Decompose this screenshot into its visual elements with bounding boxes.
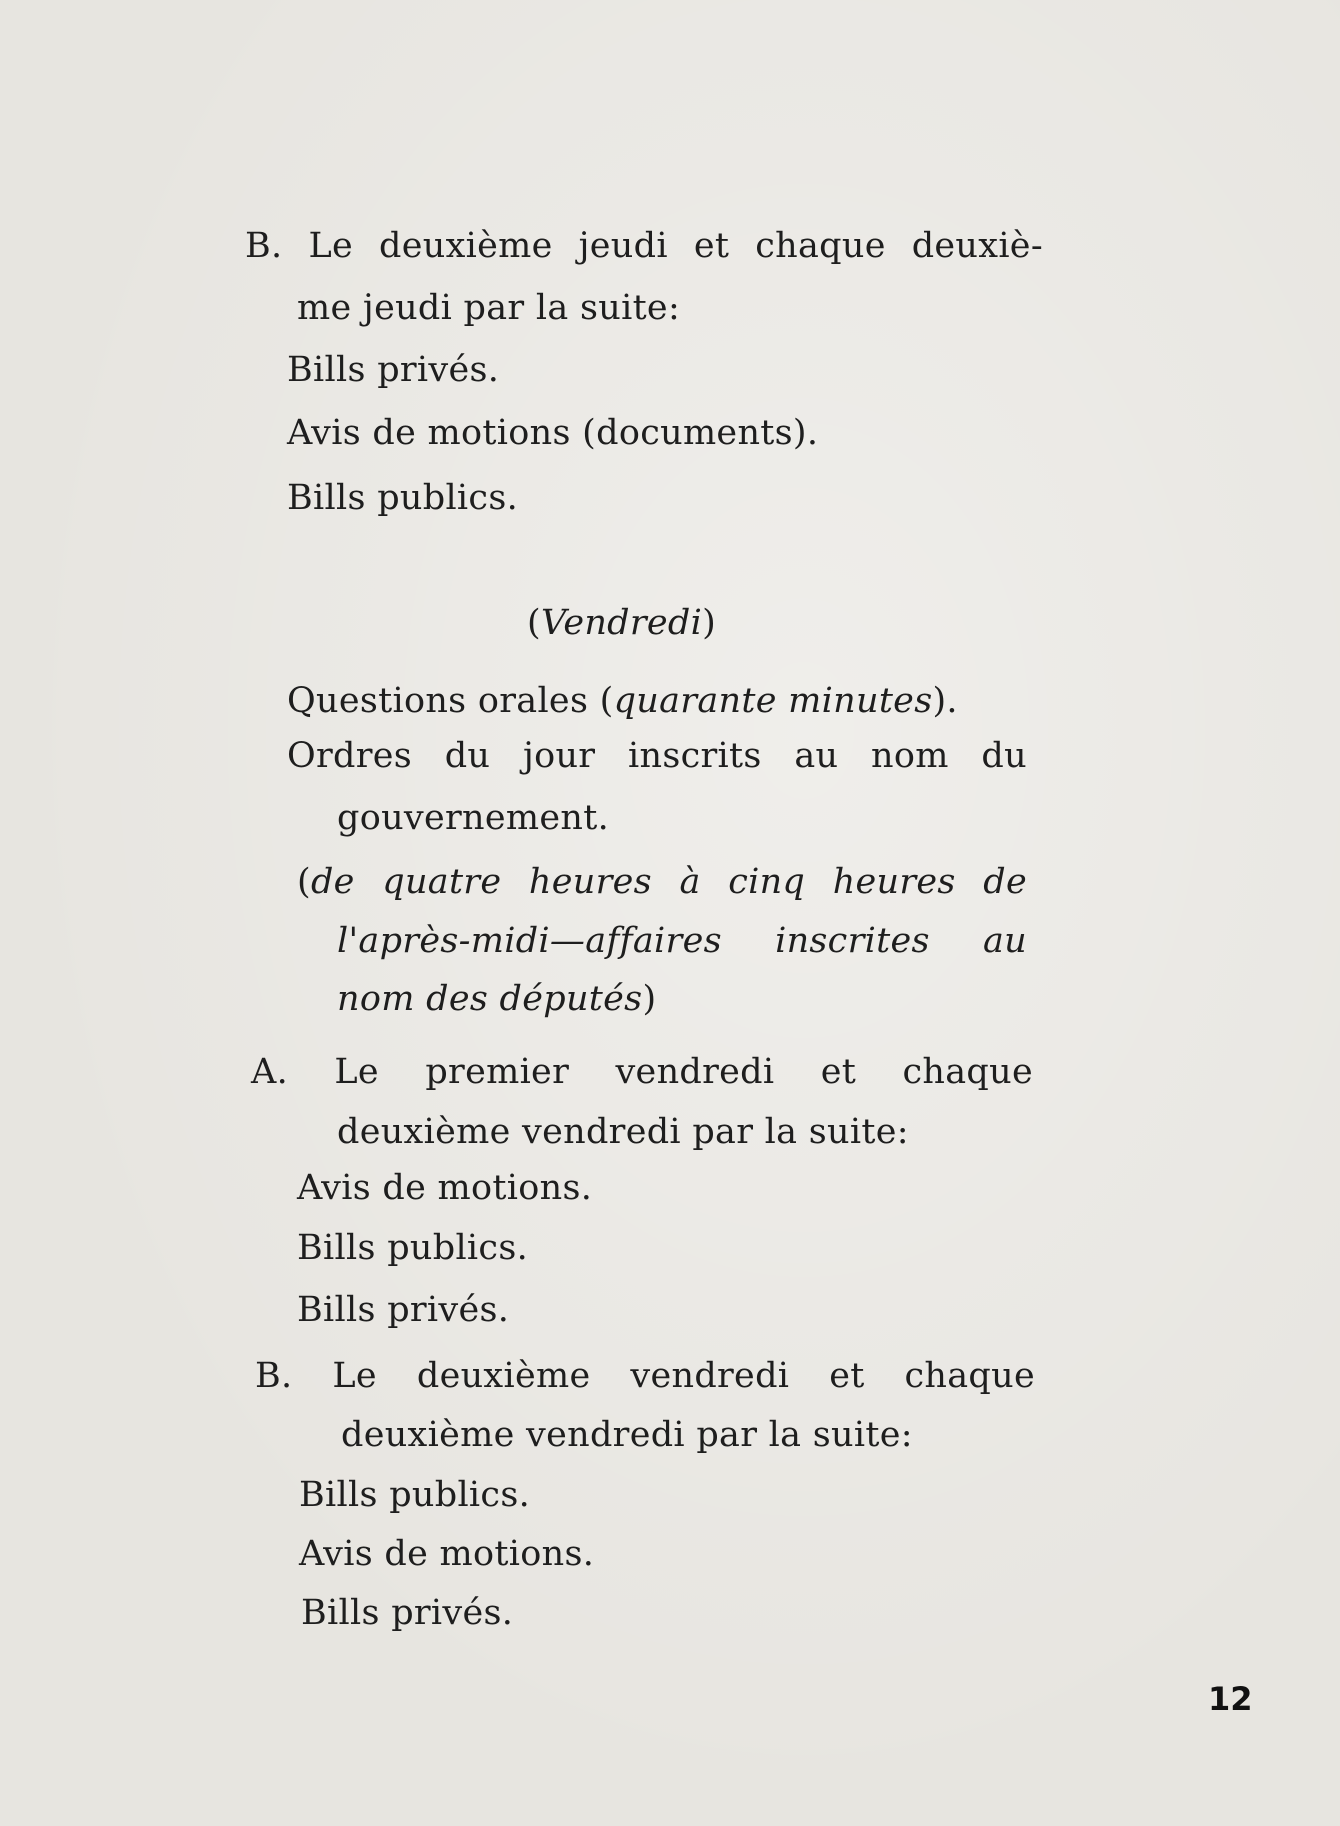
word: de — [983, 862, 1027, 902]
vendredi-b-item-1: Bills publics. — [299, 1475, 531, 1515]
vendredi-a-line-2: deuxième vendredi par la suite: — [337, 1112, 909, 1152]
orders-line-2: gouvernement. — [337, 798, 610, 838]
word: nom — [871, 736, 949, 776]
jeudi-b-item-3: Bills publics. — [287, 478, 519, 518]
paren: ( — [527, 603, 541, 643]
word: et — [693, 226, 730, 266]
word: et — [829, 1356, 865, 1396]
time-line-1 — [297, 860, 1027, 904]
time-line-3 — [337, 977, 656, 1021]
text-italic: quarante minutes — [613, 681, 933, 721]
word: au — [794, 736, 839, 776]
text-italic: nom des députés — [337, 979, 643, 1019]
word: jour — [522, 736, 596, 776]
vendredi-a-item-3: Bills privés. — [297, 1290, 510, 1330]
text: Questions orales ( — [287, 681, 614, 721]
word: vendredi — [630, 1356, 790, 1396]
word: chaque — [902, 1052, 1033, 1092]
page-number: 12 — [1208, 1680, 1253, 1718]
paren: ) — [702, 603, 717, 643]
word: à — [679, 862, 701, 902]
word: heures — [832, 862, 956, 902]
jeudi-b-item-2: Avis de motions (documents). — [287, 413, 819, 453]
vendredi-a-item-1: Avis de motions. — [297, 1168, 593, 1208]
word: vendredi — [615, 1052, 775, 1092]
word: du — [981, 736, 1027, 776]
friday-heading — [527, 601, 716, 645]
word: cinq — [728, 862, 806, 902]
jeudi-b-line-2: me jeudi par la suite: — [297, 288, 681, 328]
word: A. — [251, 1052, 289, 1092]
friday-heading-text: Vendredi — [540, 603, 703, 643]
vendredi-b-item-3: Bills privés. — [301, 1593, 514, 1633]
word: heures — [528, 862, 652, 902]
word: l'après-midi—affaires — [337, 921, 722, 961]
word: Ordres — [287, 736, 413, 776]
word: chaque — [755, 226, 886, 266]
word: chaque — [904, 1356, 1035, 1396]
paren: ) — [642, 979, 657, 1019]
word-text: de — [310, 862, 355, 902]
text: ). — [932, 681, 958, 721]
word: premier — [425, 1052, 570, 1092]
word: quatre — [382, 862, 502, 902]
time-line-2 — [337, 919, 1027, 963]
word: Le — [332, 1356, 377, 1396]
questions-orales-line — [287, 679, 958, 723]
paren: ( — [297, 862, 311, 902]
word: Le — [334, 1052, 379, 1092]
word: deuxième — [416, 1356, 591, 1396]
word: B. — [245, 226, 283, 266]
vendredi-b-line-2: deuxième vendredi par la suite: — [341, 1415, 913, 1455]
word: deuxième — [379, 226, 553, 266]
word: B. — [255, 1356, 293, 1396]
vendredi-b-item-2: Avis de motions. — [299, 1534, 595, 1574]
orders-line-1 — [287, 734, 1027, 778]
word: Le — [308, 226, 354, 266]
word: jeudi — [578, 226, 668, 266]
word: et — [820, 1052, 857, 1092]
vendredi-a-line-1 — [251, 1050, 1033, 1094]
jeudi-b-item-1: Bills privés. — [287, 350, 500, 390]
word: au — [982, 921, 1027, 961]
jeudi-b-line-1 — [245, 224, 1043, 268]
vendredi-b-line-1 — [255, 1354, 1035, 1398]
word: du — [444, 736, 491, 776]
word: inscrites — [775, 921, 930, 961]
word — [297, 860, 355, 904]
word: inscrits — [628, 736, 762, 776]
vendredi-a-item-2: Bills publics. — [297, 1228, 529, 1268]
word: deuxiè- — [911, 226, 1043, 266]
